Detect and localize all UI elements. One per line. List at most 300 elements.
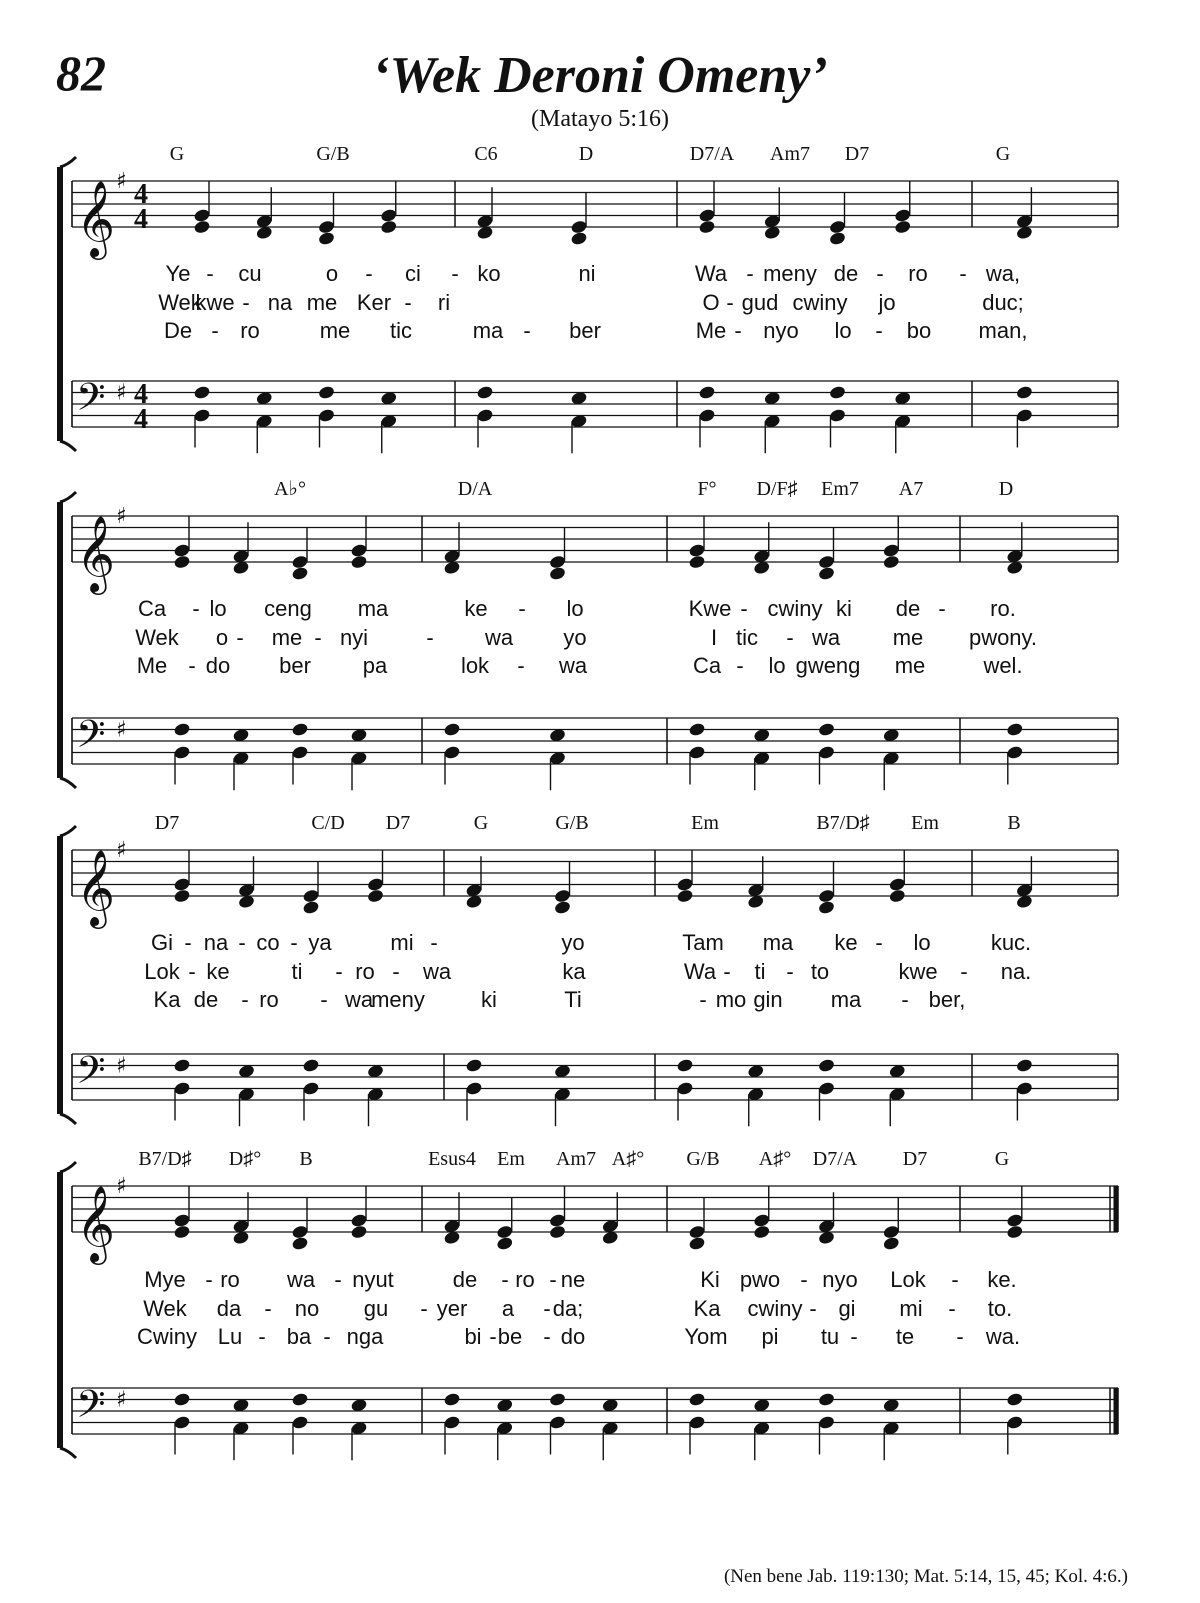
lyric-syllable: meny: [763, 261, 817, 286]
lyric-syllable: lo: [566, 596, 584, 621]
lyric-syllable: -: [523, 318, 531, 343]
treble-note-head: [193, 208, 211, 223]
lyric-syllable: ma: [830, 987, 862, 1012]
lyric-syllable: -: [323, 1324, 331, 1349]
chord-symbol: B7/D♯: [138, 1148, 192, 1170]
lyric-syllable: Wa: [683, 959, 717, 984]
lyric-syllable: Lu: [217, 1324, 243, 1349]
treble-clef-icon: 𝄞: [76, 515, 116, 592]
bass-note-head: [829, 385, 847, 400]
treble-note-head: [882, 554, 900, 569]
bass-note-head: [291, 745, 309, 760]
lyric-syllable: ki: [481, 987, 497, 1012]
lyric-syllable: Wek: [135, 625, 179, 650]
bass-note-head: [465, 1058, 483, 1073]
lyric-syllable: mi: [390, 930, 414, 955]
bass-note-head: [818, 1392, 836, 1407]
bass-note-head: [1015, 1081, 1033, 1096]
treble-note-head: [549, 554, 567, 569]
bass-note-head: [318, 385, 336, 400]
lyric-syllable: de: [833, 261, 859, 286]
bass-note-head: [173, 1415, 191, 1430]
lyric-syllable: -: [188, 653, 196, 678]
lyric-syllable: to.: [987, 1296, 1013, 1321]
treble-note-head: [688, 554, 706, 569]
chord-symbol: B: [1007, 812, 1021, 834]
bass-clef-icon: 𝄢: [76, 711, 106, 766]
lyric-syllable: lo: [834, 318, 852, 343]
treble-note-head: [291, 1236, 309, 1251]
lyric-syllable: gud: [741, 290, 779, 315]
lyric-syllable: na: [267, 290, 293, 315]
lyric-syllable: Kwe: [688, 596, 732, 621]
treble-note-head: [173, 877, 191, 892]
lyric-syllable: wa: [422, 959, 452, 984]
lyric-syllable: me: [271, 625, 303, 650]
treble-note-head: [688, 1236, 706, 1251]
chord-symbol: B7/D♯: [816, 812, 870, 834]
key-signature-sharp-icon: ♯: [116, 169, 127, 194]
lyric-syllable: -: [320, 987, 328, 1012]
bass-note-head: [173, 1392, 191, 1407]
treble-note-head: [302, 888, 320, 903]
lyric-syllable: nyo: [763, 318, 799, 343]
lyric-syllable: ba: [286, 1324, 312, 1349]
lyric-syllable: -: [426, 625, 434, 650]
lyric-syllable: me: [319, 318, 351, 343]
treble-note-head: [888, 888, 906, 903]
lyric-syllable: ya: [308, 930, 332, 955]
lyric-syllable: -: [241, 987, 249, 1012]
lyric-syllable: Wek: [158, 290, 202, 315]
treble-note-head: [698, 208, 716, 223]
treble-note-head: [367, 888, 385, 903]
lyric-syllable: to: [810, 959, 830, 984]
treble-note-head: [818, 888, 836, 903]
chord-symbol: G: [994, 1148, 1010, 1170]
chord-symbol: D: [998, 478, 1014, 500]
lyric-syllable: -: [236, 625, 244, 650]
lyric-syllable: wa: [344, 987, 374, 1012]
treble-note-head: [350, 1224, 368, 1239]
treble-note-head: [193, 219, 211, 234]
treble-note-head: [302, 900, 320, 915]
lyric-syllable: ro.: [990, 596, 1016, 621]
bass-note-head: [173, 1081, 191, 1096]
treble-note-head: [496, 1236, 514, 1251]
chord-symbol: D/A: [457, 478, 493, 500]
treble-note-head: [496, 1224, 514, 1239]
lyric-syllable: ro: [515, 1267, 535, 1292]
lyric-syllable: Ca: [692, 653, 722, 678]
chord-symbol: G: [169, 143, 185, 165]
bass-note-head: [1006, 745, 1024, 760]
lyric-syllable: -: [335, 959, 343, 984]
bass-note-head: [676, 1081, 694, 1096]
bass-note-head: [818, 1415, 836, 1430]
lyric-syllable: Tam: [682, 930, 724, 955]
bass-note-head: [1006, 1415, 1024, 1430]
bracket-hook-bottom: [60, 778, 76, 788]
lyric-syllable: -: [959, 261, 967, 286]
lyric-syllable: kwe: [898, 959, 938, 984]
lyric-syllable: bi: [464, 1324, 482, 1349]
treble-note-head: [882, 543, 900, 558]
lyric-syllable: Lok: [144, 959, 180, 984]
bracket-hook-bottom: [60, 1448, 76, 1458]
lyric-syllable: -: [960, 959, 968, 984]
lyric-syllable: -: [518, 596, 526, 621]
bass-note-head: [318, 408, 336, 423]
lyric-syllable: -: [451, 261, 459, 286]
bass-note-head: [549, 1415, 567, 1430]
lyric-syllable: Mye: [144, 1267, 186, 1292]
lyric-syllable: na: [203, 930, 229, 955]
lyric-syllable: tic: [736, 625, 758, 650]
lyric-syllable: Wa: [694, 261, 728, 286]
lyric-syllable: -: [948, 1296, 956, 1321]
treble-note-head: [554, 888, 572, 903]
lyric-syllable: ci: [405, 261, 421, 286]
chord-symbol: G/B: [316, 143, 350, 165]
scripture-references: (Nen bene Jab. 119:130; Mat. 5:14, 15, 45; Kol. 4:6.): [723, 1566, 1128, 1587]
lyric-syllable: ti: [291, 959, 303, 984]
treble-note-head: [894, 208, 912, 223]
chord-symbol: A♯°: [758, 1148, 792, 1170]
bass-note-head: [698, 408, 716, 423]
treble-note-head: [380, 208, 398, 223]
lyric-syllable: lo: [768, 653, 786, 678]
treble-note-head: [173, 554, 191, 569]
hymn-subtitle: (Matayo 5:16): [531, 106, 669, 132]
lyric-syllable: yer: [436, 1296, 468, 1321]
bass-note-head: [818, 1058, 836, 1073]
treble-note-head: [688, 543, 706, 558]
lyric-syllable: pi: [761, 1324, 779, 1349]
lyric-syllable: -: [875, 930, 883, 955]
lyric-syllable: -: [723, 959, 731, 984]
lyric-syllable: Ka: [693, 1296, 721, 1321]
lyric-syllable: -: [404, 290, 412, 315]
time-signature-top: 4: [134, 179, 148, 210]
treble-note-head: [570, 231, 588, 246]
lyric-syllable: cu: [238, 261, 262, 286]
time-signature-top: 4: [134, 379, 148, 410]
lyric-syllable: ro: [240, 318, 260, 343]
bracket-hook-top: [60, 492, 76, 502]
treble-note-head: [894, 219, 912, 234]
lyric-syllable: na.: [1000, 959, 1032, 984]
lyric-syllable: -: [205, 1267, 213, 1292]
bass-note-head: [1015, 408, 1033, 423]
chord-symbol: D: [578, 143, 594, 165]
key-signature-sharp-icon: ♯: [116, 1387, 127, 1413]
treble-note-head: [549, 1224, 567, 1239]
lyric-syllable: -: [501, 1267, 509, 1292]
bracket-hook-top: [60, 826, 76, 836]
bass-note-head: [443, 1415, 461, 1430]
lyric-syllable: -: [800, 1267, 808, 1292]
treble-note-head: [882, 1236, 900, 1251]
treble-note-head: [173, 1224, 191, 1239]
treble-clef-icon: 𝄞: [76, 1185, 116, 1262]
lyric-syllable: Cwiny: [137, 1324, 197, 1349]
bass-note-head: [173, 1058, 191, 1073]
treble-note-head: [888, 877, 906, 892]
time-signature-bottom: 4: [134, 204, 148, 235]
lyric-syllable: nyi: [339, 625, 369, 650]
lyric-syllable: O: [702, 290, 720, 315]
lyric-syllable: Gi: [151, 930, 173, 955]
lyric-syllable: ro: [220, 1267, 240, 1292]
bass-clef-icon: 𝄢: [76, 1381, 106, 1436]
key-signature-sharp-icon: ♯: [116, 838, 127, 863]
lyric-syllable: tic: [390, 318, 412, 343]
lyric-syllable: Ye: [165, 261, 191, 286]
lyric-syllable: Me: [136, 653, 168, 678]
lyric-syllable: jo: [878, 290, 896, 315]
chord-symbol: D♯°: [228, 1148, 262, 1170]
chord-symbol: D7: [154, 812, 180, 834]
lyric-syllable: -: [875, 318, 883, 343]
lyric-syllable: da: [216, 1296, 242, 1321]
lyric-syllable: -: [543, 1296, 551, 1321]
lyric-syllable: -: [392, 959, 400, 984]
lyric-syllable: -: [740, 596, 748, 621]
treble-note-head: [350, 554, 368, 569]
chord-symbol: Em: [911, 812, 939, 834]
bass-note-head: [193, 385, 211, 400]
lyric-syllable: ber,: [928, 987, 966, 1012]
bass-note-head: [698, 385, 716, 400]
treble-note-head: [380, 219, 398, 234]
lyric-syllable: ti: [754, 959, 766, 984]
lyric-syllable: wa.: [985, 1324, 1021, 1349]
key-signature-sharp-icon: ♯: [116, 504, 127, 529]
bass-note-head: [302, 1081, 320, 1096]
key-signature-sharp-icon: ♯: [116, 380, 127, 406]
treble-note-head: [882, 1224, 900, 1239]
lyric-syllable: be: [497, 1324, 523, 1349]
lyric-syllable: yo: [563, 625, 587, 650]
chord-symbol: Em: [497, 1148, 525, 1170]
treble-note-head: [676, 888, 694, 903]
lyric-syllable: -: [264, 1296, 272, 1321]
bass-note-head: [291, 722, 309, 737]
lyric-syllable: nga: [346, 1324, 384, 1349]
lyric-syllable: do: [560, 1324, 586, 1349]
lyric-syllable: kwe: [195, 290, 235, 315]
lyric-syllable: de: [193, 987, 219, 1012]
bass-clef-icon: 𝄢: [76, 374, 106, 429]
lyric-syllable: Ti: [564, 987, 582, 1012]
lyric-syllable: -: [258, 1324, 266, 1349]
lyric-syllable: meny: [371, 987, 425, 1012]
lyric-syllable: ka: [562, 959, 586, 984]
lyric-syllable: -: [238, 930, 246, 955]
treble-note-head: [753, 1224, 771, 1239]
lyric-syllable: -: [809, 1296, 817, 1321]
lyric-syllable: ke: [834, 930, 858, 955]
lyric-syllable: pa: [362, 653, 388, 678]
key-signature-sharp-icon: ♯: [116, 1174, 127, 1199]
lyric-syllable: -: [543, 1324, 551, 1349]
lyric-syllable: -: [517, 653, 525, 678]
lyric-syllable: -: [786, 625, 794, 650]
treble-note-head: [829, 219, 847, 234]
bass-note-head: [193, 408, 211, 423]
chord-symbol: D7/A: [812, 1148, 858, 1170]
bass-note-head: [1006, 1392, 1024, 1407]
hymn-title: ‘Wek Deroni Omeny’: [372, 47, 828, 104]
treble-note-head: [350, 1213, 368, 1228]
treble-note-head: [1006, 1224, 1024, 1239]
lyric-syllable: wa,: [985, 261, 1021, 286]
lyric-syllable: o: [215, 625, 229, 650]
bass-note-head: [818, 745, 836, 760]
bracket-hook-top: [60, 1162, 76, 1172]
chord-symbol: A♭°: [274, 478, 306, 500]
lyric-syllable: gu: [363, 1296, 389, 1321]
lyric-syllable: -: [951, 1267, 959, 1292]
lyric-syllable: me: [306, 290, 338, 315]
lyric-syllable: -: [184, 930, 192, 955]
lyric-syllable: ro: [355, 959, 375, 984]
lyric-syllable: kuc.: [990, 930, 1032, 955]
lyric-syllable: -: [736, 653, 744, 678]
lyric-syllable: cwiny: [792, 290, 848, 315]
lyric-syllable: ne: [560, 1267, 586, 1292]
lyric-syllable: ma: [357, 596, 389, 621]
lyric-syllable: cwiny: [767, 596, 823, 621]
bass-note-head: [829, 408, 847, 423]
chord-symbol: D7/A: [689, 143, 735, 165]
chord-symbol: G/B: [686, 1148, 720, 1170]
bass-note-head: [173, 745, 191, 760]
lyric-syllable: ro: [908, 261, 928, 286]
chord-symbol: D7: [385, 812, 411, 834]
bass-note-head: [291, 1415, 309, 1430]
lyric-syllable: duc;: [982, 290, 1024, 315]
lyric-syllable: ki: [836, 596, 852, 621]
chord-symbol: Em7: [821, 478, 859, 500]
chord-symbol: G: [473, 812, 489, 834]
bass-note-head: [443, 722, 461, 737]
treble-note-head: [318, 231, 336, 246]
chord-symbol: D7: [902, 1148, 928, 1170]
chord-symbol: Esus4: [428, 1148, 476, 1170]
treble-note-head: [818, 566, 836, 581]
treble-note-head: [570, 219, 588, 234]
treble-note-head: [818, 900, 836, 915]
bass-note-head: [1015, 385, 1033, 400]
lyric-syllable: -: [365, 261, 373, 286]
lyric-syllable: -: [726, 290, 734, 315]
chord-symbol: D7: [844, 143, 870, 165]
chord-symbol: Am7: [556, 1148, 596, 1170]
bass-note-head: [676, 1058, 694, 1073]
bass-note-head: [443, 1392, 461, 1407]
bass-note-head: [302, 1058, 320, 1073]
lyric-syllable: gi: [838, 1296, 856, 1321]
lyric-syllable: no: [294, 1296, 320, 1321]
lyric-syllable: co: [256, 930, 280, 955]
lyric-syllable: de: [895, 596, 921, 621]
lyric-syllable: wa: [286, 1267, 316, 1292]
treble-note-head: [753, 1213, 771, 1228]
lyric-syllable: -: [314, 625, 322, 650]
bass-note-head: [465, 1081, 483, 1096]
chord-symbol: A♯°: [611, 1148, 645, 1170]
bass-note-head: [818, 722, 836, 737]
lyric-syllable: I: [710, 625, 718, 650]
lyric-syllable: yo: [561, 930, 585, 955]
lyric-syllable: cwiny: [747, 1296, 803, 1321]
lyric-syllable: -: [206, 261, 214, 286]
lyric-syllable: ke: [206, 959, 230, 984]
lyric-syllable: -: [290, 930, 298, 955]
bracket-hook-bottom: [60, 441, 76, 451]
chord-symbol: G/B: [555, 812, 589, 834]
treble-note-head: [829, 231, 847, 246]
lyric-syllable: -: [549, 1267, 557, 1292]
lyric-syllable: lo: [913, 930, 931, 955]
lyric-syllable: Lok: [890, 1267, 926, 1292]
lyric-syllable: lo: [209, 596, 227, 621]
bass-note-head: [291, 1392, 309, 1407]
lyric-syllable: tu: [820, 1324, 840, 1349]
treble-clef-icon: 𝄞: [76, 180, 116, 257]
lyric-syllable: a: [501, 1296, 515, 1321]
lyric-syllable: -: [938, 596, 946, 621]
lyric-syllable: mo: [715, 987, 747, 1012]
lyric-syllable: ko: [477, 261, 501, 286]
time-signature-bottom: 4: [134, 404, 148, 435]
lyric-syllable: ni: [578, 261, 596, 286]
lyric-syllable: Wek: [143, 1296, 187, 1321]
bracket-hook-top: [60, 157, 76, 167]
bass-note-head: [549, 1392, 567, 1407]
treble-note-head: [1006, 1213, 1024, 1228]
lyric-syllable: Yom: [684, 1324, 728, 1349]
lyric-syllable: o: [325, 261, 339, 286]
key-signature-sharp-icon: ♯: [116, 1053, 127, 1079]
lyric-syllable: ma: [762, 930, 794, 955]
treble-clef-icon: 𝄞: [76, 849, 116, 926]
lyric-syllable: Ca: [137, 596, 167, 621]
chord-symbol: C6: [474, 143, 498, 165]
lyric-syllable: -: [850, 1324, 858, 1349]
treble-note-head: [688, 1224, 706, 1239]
lyric-syllable: wel.: [983, 653, 1023, 678]
lyric-syllable: -: [192, 596, 200, 621]
hymn-number: 82: [56, 45, 106, 101]
bracket-hook-bottom: [60, 1114, 76, 1124]
lyric-syllable: -: [876, 261, 884, 286]
chord-symbol: G: [995, 143, 1011, 165]
lyric-syllable: bo: [906, 318, 932, 343]
treble-note-head: [291, 566, 309, 581]
lyric-syllable: Ki: [700, 1267, 720, 1292]
treble-note-head: [318, 219, 336, 234]
treble-note-head: [698, 219, 716, 234]
lyric-syllable: wa: [811, 625, 841, 650]
lyric-syllable: -: [734, 318, 742, 343]
bass-note-head: [476, 385, 494, 400]
lyric-syllable: ceng: [264, 596, 312, 621]
lyric-syllable: pwony.: [968, 625, 1038, 650]
chord-symbol: A7: [898, 478, 924, 500]
